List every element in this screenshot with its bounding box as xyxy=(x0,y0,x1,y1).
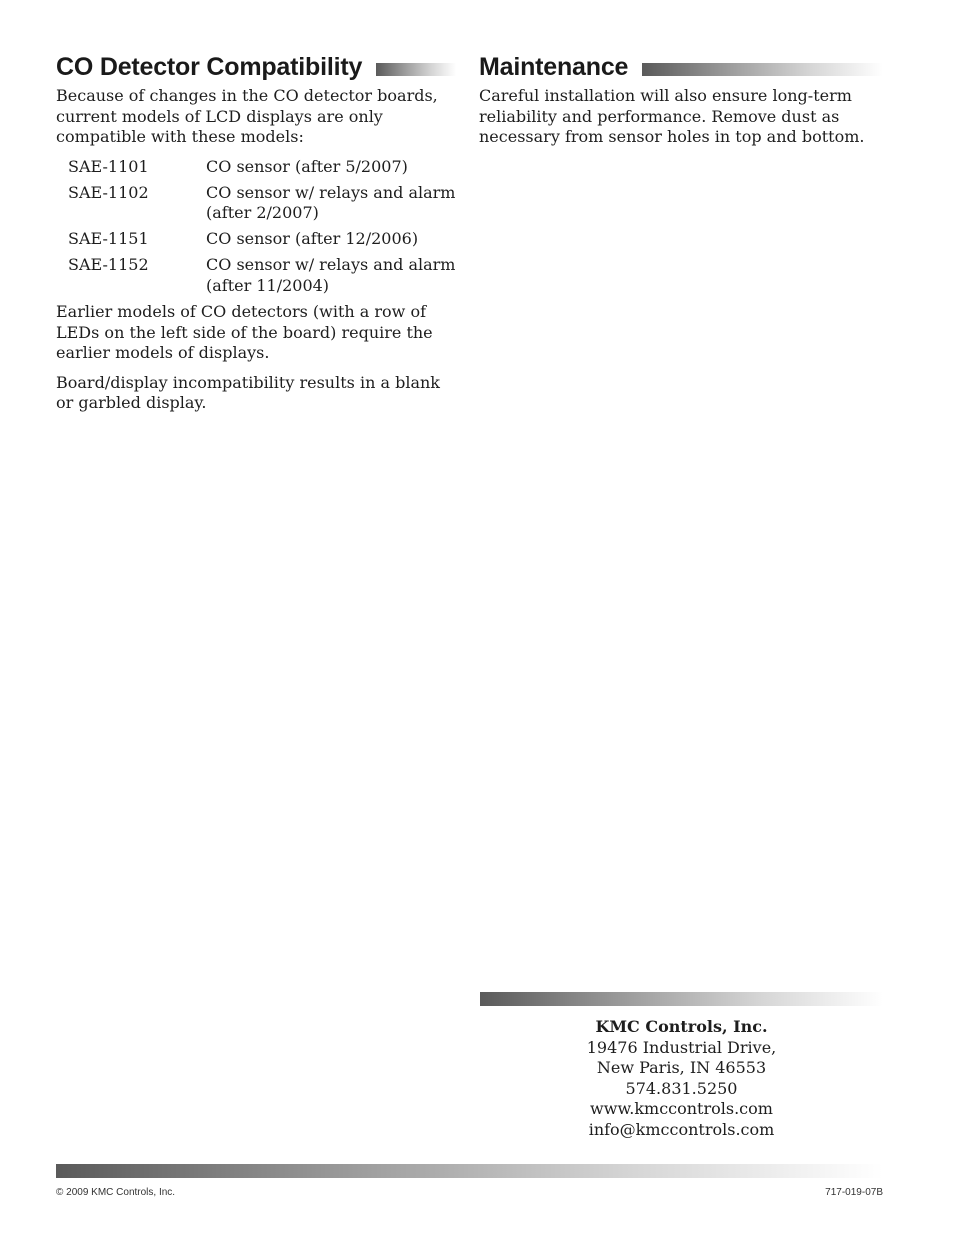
compatible-models-table xyxy=(68,157,456,297)
model-row xyxy=(68,157,456,178)
document-number: 717-019-07B xyxy=(825,1187,883,1198)
street-address: 19476 Industrial Drive, xyxy=(586,1037,777,1057)
company-name: KMC Controls, Inc. xyxy=(595,1017,768,1036)
co-compatibility-heading: CO Detector Compatibility xyxy=(56,52,363,81)
co-compatibility-heading-row xyxy=(56,52,456,82)
compatibility-intro: Because of changes in the CO detector boards, current models of LCD displays are only compatible with these models: xyxy=(56,86,438,146)
email-address: info@kmccontrols.com xyxy=(588,1119,775,1139)
heading-gradient-bar xyxy=(642,63,883,76)
maintenance-body: Careful installation will also ensure long-term reliability and performance. Remove dust as necessary from sensor holes in top and bottom. xyxy=(479,86,865,146)
model-row xyxy=(68,229,456,250)
model-id: SAE-1151 xyxy=(68,229,149,248)
copyright-notice: © 2009 KMC Controls, Inc. xyxy=(56,1187,176,1198)
heading-gradient-bar xyxy=(376,63,456,76)
website: www.kmccontrols.com xyxy=(590,1099,773,1118)
address-divider-bar xyxy=(480,992,883,1006)
model-row xyxy=(68,255,456,296)
earlier-models-note: Earlier models of CO detectors (with a row of LEDs on the left side of the board) require the earlier models of displays. xyxy=(56,302,433,362)
model-description: CO sensor (after 5/2007) xyxy=(206,156,408,176)
model-description: CO sensor w/ relays and alarm (after 2/2007) xyxy=(206,182,456,222)
co-compatibility-section xyxy=(56,52,456,423)
phone-number: 574.831.5250 xyxy=(625,1078,738,1098)
model-row xyxy=(68,183,456,224)
city-state-zip: New Paris, IN 46553 xyxy=(596,1058,767,1077)
incompatibility-note: Board/display incompatibility results in a blank or garbled display. xyxy=(56,372,440,412)
company-address-block xyxy=(480,1017,883,1140)
footer-divider-bar xyxy=(56,1164,883,1178)
model-id: SAE-1102 xyxy=(68,182,149,202)
maintenance-heading: Maintenance xyxy=(479,52,629,81)
model-id: SAE-1152 xyxy=(68,255,149,274)
model-id: SAE-1101 xyxy=(68,156,149,176)
model-description: CO sensor w/ relays and alarm (after 11/2004) xyxy=(206,255,456,295)
maintenance-section xyxy=(479,52,883,157)
model-description: CO sensor (after 12/2006) xyxy=(206,229,419,248)
maintenance-heading-row xyxy=(479,52,883,82)
